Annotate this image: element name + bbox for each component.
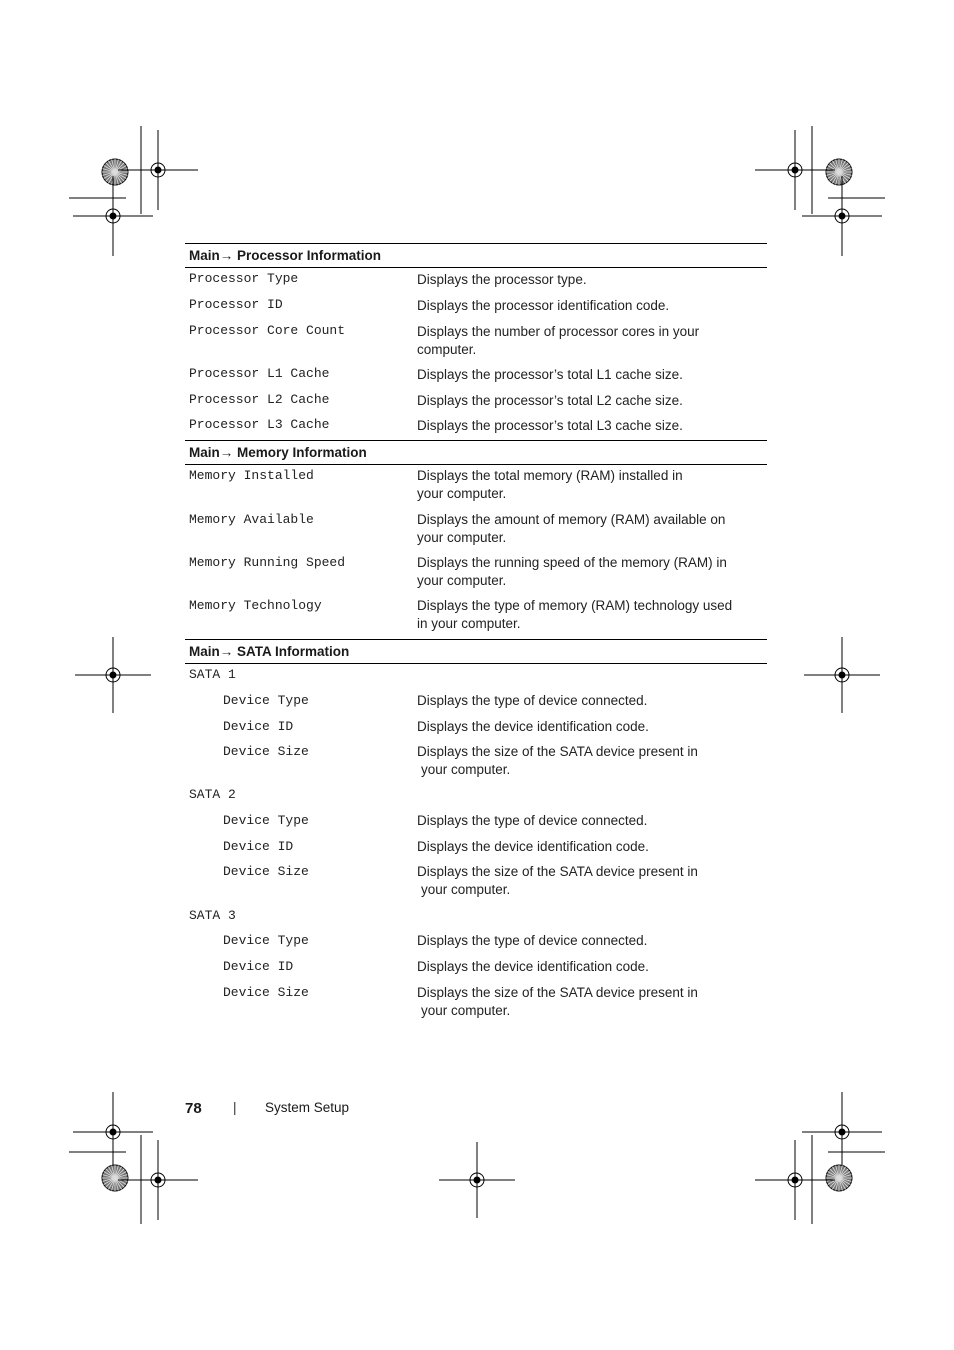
row-desc-memory-technology: Displays the type of memory (RAM) technology used in your computer.	[417, 598, 733, 631]
section-header-sata: Main→ SATA Information	[185, 639, 767, 664]
row-label-processor-l2-cache: Processor L2 Cache	[189, 392, 330, 407]
starburst-ray	[109, 1178, 116, 1189]
registration-target-ring	[835, 668, 849, 682]
starburst-ray	[828, 166, 839, 173]
starburst-ray	[839, 1178, 850, 1185]
registration-target-dot	[792, 1177, 798, 1183]
row-label-sata1-device-size: Device Size	[223, 744, 309, 759]
registration-target-dot	[110, 213, 116, 219]
row-desc-processor-l1-cache: Displays the processor’s total L1 cache size.	[417, 367, 683, 382]
starburst-ray	[104, 172, 115, 179]
registration-target-dot	[110, 672, 116, 678]
starburst-ray	[115, 166, 126, 173]
starburst-ray	[839, 166, 850, 173]
row-desc-sata1-device-size: Displays the size of the SATA device present in your computer.	[417, 744, 698, 777]
starburst-ray	[109, 1167, 116, 1178]
starburst-ray	[830, 1178, 839, 1187]
row-desc-sata2-device-size: Displays the size of the SATA device present in your computer.	[417, 864, 698, 897]
starburst-ray	[115, 1165, 118, 1178]
row-label-sata2-device-size: Device Size	[223, 864, 309, 879]
starburst-ray	[115, 169, 128, 172]
starburst-ray	[112, 1165, 115, 1178]
row-label-processor-l1-cache: Processor L1 Cache	[189, 366, 330, 381]
registration-target-dot	[155, 167, 161, 173]
setup-table	[185, 243, 767, 1024]
starburst-ray	[112, 1178, 115, 1191]
row-desc-sata3-device-type: Displays the type of device connected.	[417, 933, 648, 948]
starburst-ray	[115, 1178, 128, 1181]
row-label-sata-3: SATA 3	[189, 908, 236, 923]
starburst-ray	[104, 1178, 115, 1185]
starburst-ray	[828, 1172, 839, 1179]
row-label-processor-id: Processor ID	[189, 297, 283, 312]
starburst-ray	[102, 169, 115, 172]
starburst-ray	[839, 1167, 846, 1178]
footer-title: System Setup	[265, 1100, 350, 1115]
registration-target-dot	[155, 1177, 161, 1183]
starburst-ray	[102, 1178, 115, 1181]
starburst-ray	[826, 169, 839, 172]
starburst-ray	[839, 172, 852, 175]
starburst-ray	[115, 161, 122, 172]
starburst-ray	[115, 1178, 126, 1185]
starburst-ray	[836, 159, 839, 172]
row-label-sata3-device-type: Device Type	[223, 933, 309, 948]
starburst-ray	[826, 172, 839, 175]
row-label-sata-1: SATA 1	[189, 667, 236, 682]
row-desc-sata1-device-id: Displays the device identification code.	[417, 719, 649, 734]
row-label-sata3-device-id: Device ID	[223, 959, 294, 974]
row-desc-processor-l2-cache: Displays the processor’s total L2 cache size.	[417, 393, 683, 408]
starburst-ray	[839, 1169, 848, 1178]
starburst-ray	[833, 1167, 840, 1178]
row-desc-sata2-device-type: Displays the type of device connected.	[417, 813, 648, 828]
row-label-sata3-device-size: Device Size	[223, 985, 309, 1000]
starburst-ray	[115, 172, 128, 175]
starburst-ray	[115, 163, 124, 172]
row-desc-processor-id: Displays the processor identification code.	[417, 298, 670, 313]
starburst-ray	[839, 172, 850, 179]
starburst-ray	[104, 1172, 115, 1179]
registration-target-ring	[788, 1173, 802, 1187]
starburst-ray	[839, 172, 842, 185]
row-label-sata-2: SATA 2	[189, 787, 236, 802]
registration-target-ring	[106, 209, 120, 223]
starburst-ray	[839, 163, 848, 172]
starburst-ray	[115, 1178, 124, 1187]
starburst-ray	[109, 172, 116, 183]
row-label-memory-available: Memory Available	[189, 512, 314, 527]
row-label-memory-installed: Memory Installed	[189, 468, 314, 483]
registration-target-ring	[788, 163, 802, 177]
registration-target-dot	[839, 672, 845, 678]
row-label-processor-l3-cache: Processor L3 Cache	[189, 417, 330, 432]
starburst-ray	[106, 172, 115, 181]
starburst-ray	[826, 1175, 839, 1178]
registration-target-dot	[839, 213, 845, 219]
row-desc-sata3-device-size: Displays the size of the SATA device present in your computer.	[417, 985, 698, 1018]
starburst-ray	[106, 1169, 115, 1178]
starburst-ray	[830, 163, 839, 172]
row-desc-sata1-device-type: Displays the type of device connected.	[417, 693, 648, 708]
starburst-ray	[115, 172, 118, 185]
starburst-disc	[826, 159, 852, 185]
starburst-ray	[839, 1178, 846, 1189]
starburst-ray	[106, 1178, 115, 1187]
registration-target-ring	[835, 209, 849, 223]
starburst-disc	[102, 159, 128, 185]
starburst-ray	[115, 1178, 118, 1191]
footer-separator: |	[233, 1100, 237, 1115]
row-desc-processor-core-count: Displays the number of processor cores in your computer.	[417, 324, 700, 357]
starburst-ray	[115, 172, 122, 183]
starburst-ray	[115, 1167, 122, 1178]
starburst-disc	[102, 1165, 128, 1191]
row-label-memory-technology: Memory Technology	[189, 598, 322, 613]
row-desc-memory-installed: Displays the total memory (RAM) installed in your computer.	[417, 468, 683, 501]
row-label-sata1-device-type: Device Type	[223, 693, 309, 708]
row-desc-sata2-device-id: Displays the device identification code.	[417, 839, 649, 854]
starburst-ray	[828, 1178, 839, 1185]
starburst-ray	[833, 172, 840, 183]
starburst-ray	[833, 1178, 840, 1189]
row-desc-memory-running-speed: Displays the running speed of the memory (RAM) in your computer.	[417, 555, 727, 588]
row-desc-memory-available: Displays the amount of memory (RAM) available on your computer.	[417, 512, 726, 545]
starburst-ray	[115, 159, 118, 172]
starburst-ray	[104, 166, 115, 173]
section-header-memory: Main→ Memory Information	[185, 440, 767, 465]
row-desc-processor-l3-cache: Displays the processor’s total L3 cache size.	[417, 418, 683, 433]
row-label-sata2-device-id: Device ID	[223, 839, 294, 854]
starburst-ray	[826, 1178, 839, 1181]
starburst-ray	[836, 172, 839, 185]
row-label-memory-running-speed: Memory Running Speed	[189, 555, 346, 570]
starburst-ray	[106, 163, 115, 172]
starburst-ray	[102, 1175, 115, 1178]
sata-rows	[185, 664, 767, 1024]
starburst-ray	[115, 1169, 124, 1178]
starburst-ray	[102, 172, 115, 175]
row-desc-processor-type: Displays the processor type.	[417, 272, 587, 287]
starburst-ray	[830, 1169, 839, 1178]
starburst-ray	[836, 1178, 839, 1191]
registration-target-dot	[792, 167, 798, 173]
starburst-ray	[839, 1178, 842, 1191]
memory-rows	[185, 465, 767, 639]
starburst-ray	[112, 159, 115, 172]
starburst-disc	[826, 1165, 852, 1191]
registration-target-dot	[839, 1129, 845, 1135]
starburst-ray	[839, 169, 852, 172]
starburst-ray	[839, 161, 846, 172]
starburst-ray	[839, 172, 846, 183]
starburst-ray	[830, 172, 839, 181]
registration-target-ring	[106, 1125, 120, 1139]
starburst-ray	[839, 1175, 852, 1178]
starburst-ray	[839, 1172, 850, 1179]
starburst-ray	[109, 161, 116, 172]
starburst-ray	[115, 1175, 128, 1178]
row-label-processor-core-count: Processor Core Count	[189, 323, 346, 338]
registration-target-ring	[470, 1173, 484, 1187]
starburst-ray	[112, 172, 115, 185]
registration-target-ring	[835, 1125, 849, 1139]
row-label-sata1-device-id: Device ID	[223, 719, 294, 734]
registration-target-ring	[151, 1173, 165, 1187]
section-header-processor: Main→ Processor Information	[185, 243, 767, 268]
starburst-ray	[839, 1165, 842, 1178]
processor-rows	[185, 268, 767, 440]
registration-target-ring	[151, 163, 165, 177]
registration-target-dot	[474, 1177, 480, 1183]
starburst-ray	[833, 161, 840, 172]
starburst-ray	[115, 1172, 126, 1179]
starburst-ray	[839, 1178, 852, 1181]
registration-target-ring	[106, 668, 120, 682]
row-label-sata2-device-type: Device Type	[223, 813, 309, 828]
row-desc-sata3-device-id: Displays the device identification code.	[417, 959, 649, 974]
starburst-ray	[839, 159, 842, 172]
starburst-ray	[115, 1178, 122, 1189]
starburst-ray	[115, 172, 126, 179]
row-label-processor-type: Processor Type	[189, 271, 299, 286]
starburst-ray	[839, 172, 848, 181]
starburst-ray	[115, 172, 124, 181]
registration-target-dot	[110, 1129, 116, 1135]
starburst-ray	[836, 1165, 839, 1178]
page-number: 78	[185, 1100, 202, 1117]
starburst-ray	[839, 1178, 848, 1187]
starburst-ray	[828, 172, 839, 179]
